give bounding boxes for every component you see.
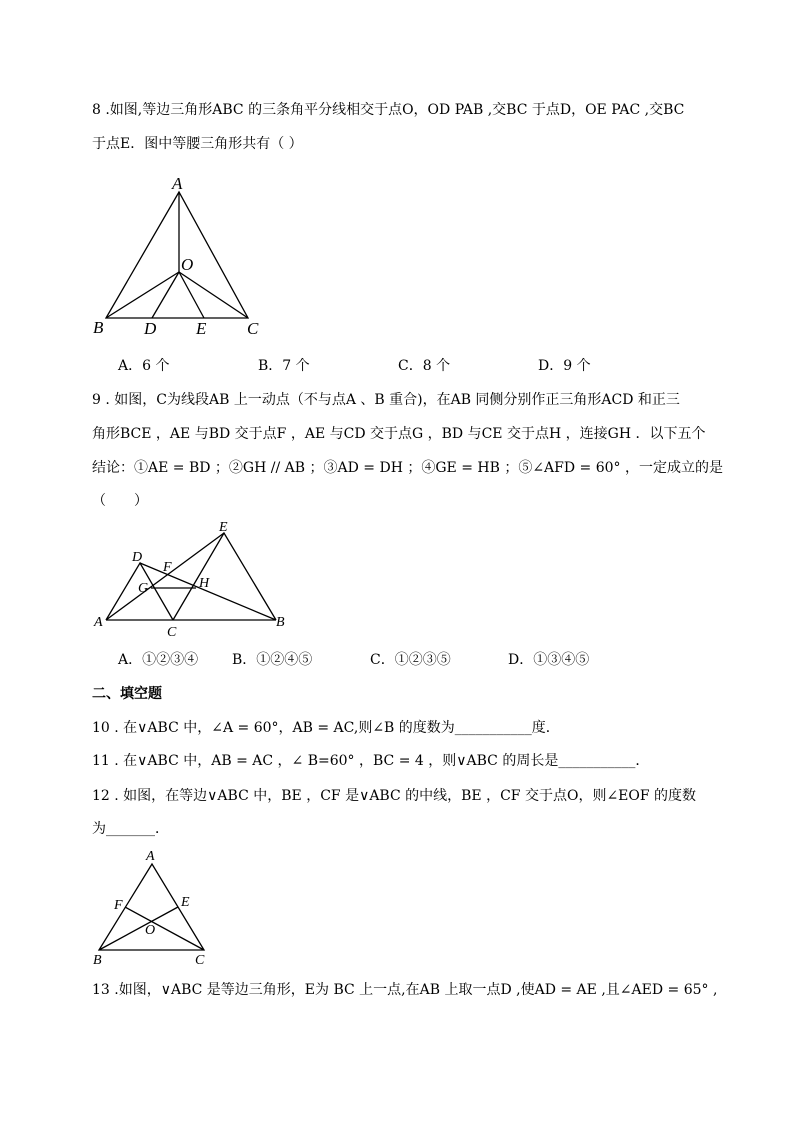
q8-option-c[interactable]: C．8 个 [398, 358, 451, 374]
q9-label-E: E [219, 520, 228, 535]
q9-text-line2: 角形BCE ，AE 与BD 交于点F ，AE 与CD 交于点G ，BD 与CE 交于点H ，连接GH ．以下五个 [92, 426, 706, 442]
q9-label-C: C [167, 625, 177, 640]
q13-text-line1: 13 .如图，∨ABC 是等边三角形，E为 BC 上一点,在AB 上取一点D ,使AD = AE ,且∠AED = 65° , [92, 982, 718, 998]
q8-option-b[interactable]: B．7 个 [258, 358, 310, 374]
q9-label-G: G [138, 581, 149, 596]
q11-text: 11 . 在∨ABC 中，AB = AC ，∠ B=60° ，BC = 4 ，则∨ABC 的周长是___________． [92, 753, 650, 769]
q12-label-B: B [93, 953, 102, 968]
q9-label-A: A [94, 615, 103, 630]
q12-label-F: F [114, 898, 123, 913]
q9-text-line1: 9 . 如图，C为线段AB 上一动点（不与点A 、B 重合)，在AB 同侧分别作正三角形ACD 和正三 [92, 392, 680, 408]
q8-label-B: B [93, 318, 104, 337]
q9-label-B: B [276, 615, 285, 630]
q8-option-d[interactable]: D．9 个 [538, 358, 591, 374]
q12-figure [90, 845, 215, 970]
q12-label-C: C [195, 953, 205, 968]
q9-option-a[interactable]: A．①②③④ [118, 652, 199, 668]
q9-label-H: H [199, 576, 210, 591]
q12-text-line1: 12 . 如图，在等边∨ABC 中，BE ，CF 是∨ABC 的中线，BE ，CF 交于点O，则∠EOF 的度数 [92, 788, 697, 804]
q9-option-b[interactable]: B．①②④⑤ [232, 652, 313, 668]
q9-text-line3: 结论：①AE = BD ；②GH // AB ；③AD = DH ；④GE = HB ；⑤∠AFD = 60° ，一定成立的是 [92, 460, 724, 476]
q9-label-F: F [163, 560, 172, 575]
q9-figure [92, 516, 292, 642]
q8-label-O: O [181, 255, 194, 274]
q8-label-C: C [247, 319, 259, 338]
q8-text-line2: 于点E．图中等腰三角形共有（ ） [92, 136, 303, 152]
q8-figure [92, 172, 272, 342]
q12-label-O: O [145, 923, 156, 938]
q8-label-D: D [144, 319, 157, 338]
q9-text-line4: （ ） [92, 493, 148, 509]
q12-text-line2: 为_______． [92, 821, 169, 837]
section-title-fill-in: 二、填空题 [92, 686, 162, 702]
q8-option-a[interactable]: A．6 个 [118, 358, 170, 374]
q12-label-A: A [146, 849, 155, 864]
q12-label-E: E [181, 895, 190, 910]
q8-label-E: E [196, 319, 207, 338]
q9-label-D: D [132, 550, 143, 565]
q8-label-A: A [172, 174, 183, 193]
q9-option-c[interactable]: C．①②③⑤ [370, 652, 451, 668]
q10-text: 10 . 在∨ABC 中，∠A = 60°，AB = AC,则∠B 的度数为___________度． [92, 720, 560, 736]
q9-option-d[interactable]: D．①③④⑤ [508, 652, 590, 668]
q8-text-line1: 8 .如图,等边三角形ABC 的三条角平分线相交于点O，OD PAB ,交BC 于点D，OE PAC ,交BC [92, 102, 685, 118]
